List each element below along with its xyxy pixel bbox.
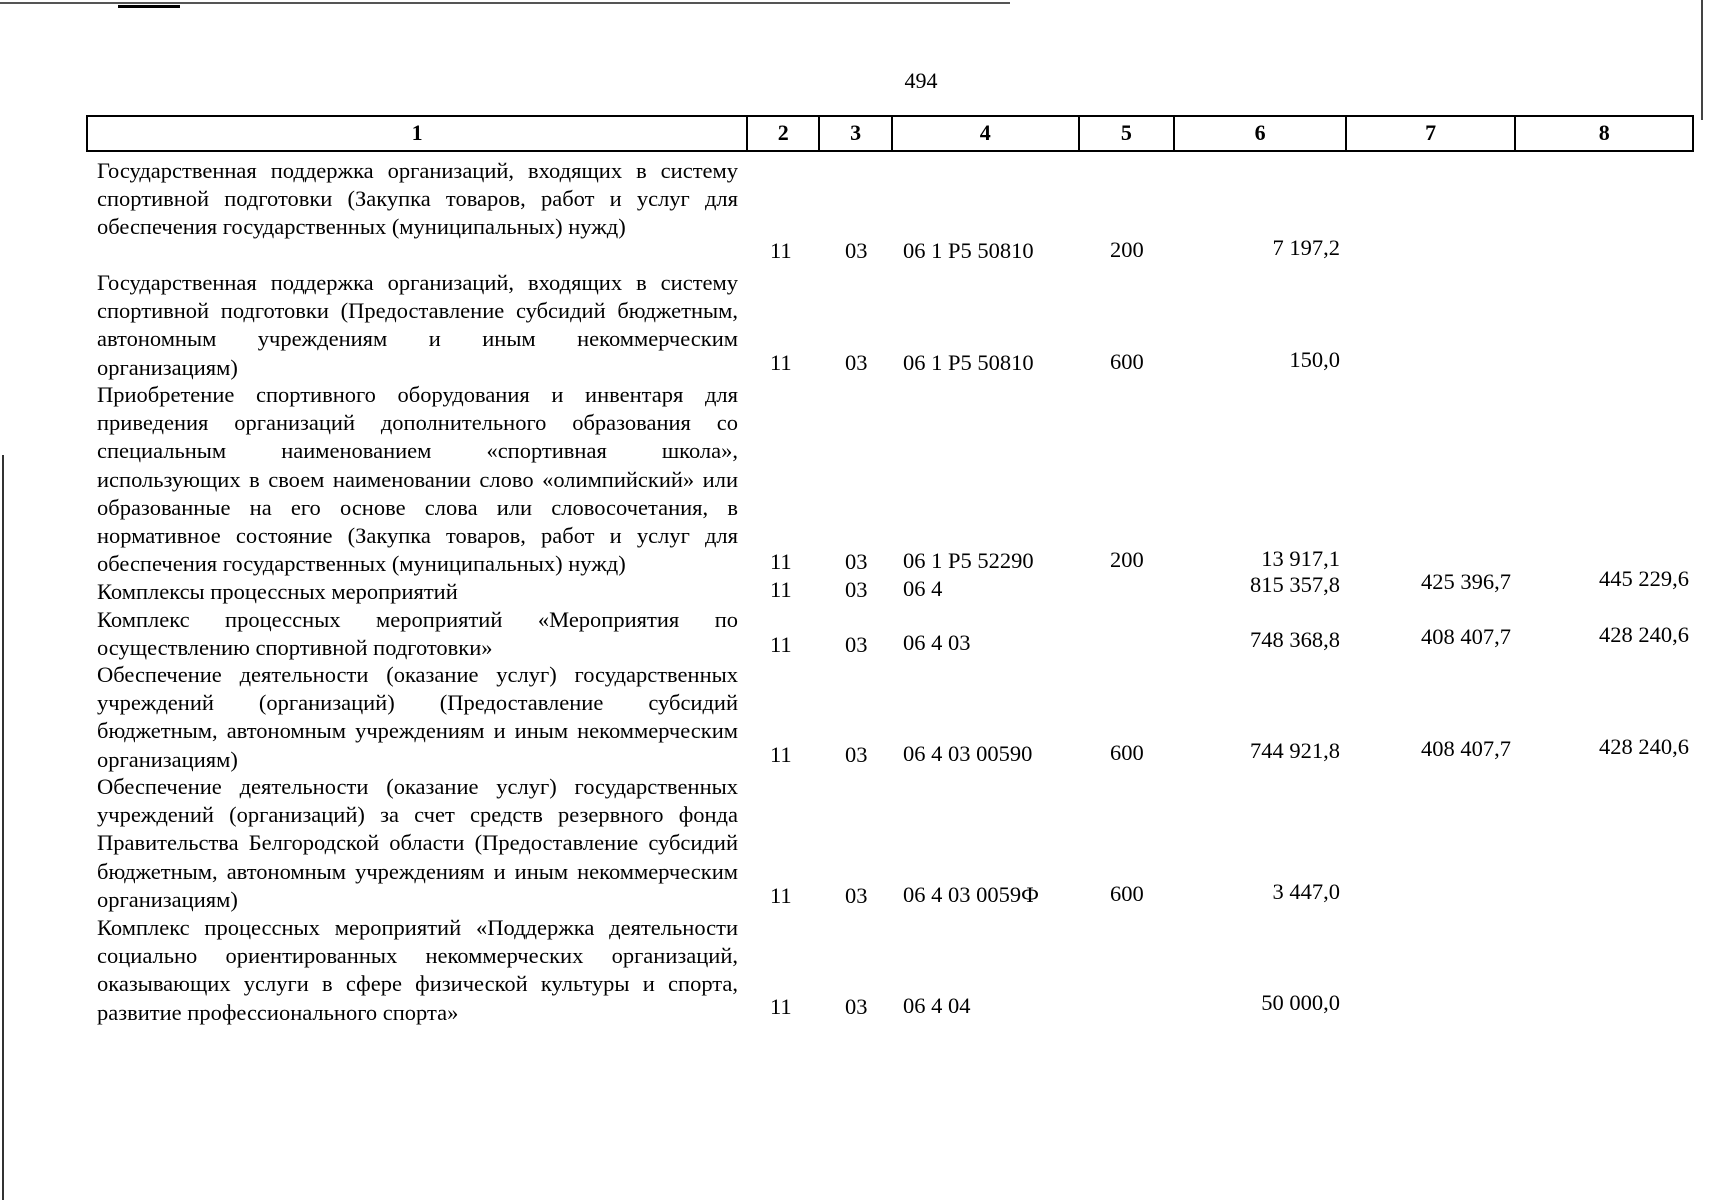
row-description: Обеспечение деятельности (оказание услуг) государственных учреждений (организаций) за счет средств резервного фонда Правительства Белгородской области (Предоставление субсидий бюджетным, автономным учреждениям и иным некоммерческим организациям) <box>97 774 738 912</box>
row-section: 11 <box>770 632 792 657</box>
header-col-5: 5 <box>1080 117 1176 150</box>
row-description: Комплекс процессных мероприятий «Поддержка деятельности социально ориентированных некоммерческих организаций, оказывающих услуги в сфере физической культуры и спорта, развитие профессионального спорта» <box>97 915 738 1025</box>
row-amount-6: 815 357,8 <box>1250 572 1340 597</box>
row-section: 11 <box>770 994 792 1019</box>
row-amount-7: 425 396,7 <box>1421 569 1511 594</box>
row-description: Приобретение спортивного оборудования и инвентаря для приведения организаций дополнительного образования со специальным наименованием «спортивная школа», использующих в своем наименовании слово «олимпийский» или образованные на его основе слова или словосочетания, в нормативное состояние (Закупка товаров, работ и услуг для обеспечения государственных (муниципальных) нужд) <box>97 382 738 577</box>
row-section: 11 <box>770 742 792 767</box>
row-description: Государственная поддержка организаций, входящих в систему спортивной подготовки (Предоставление субсидий бюджетным, автономным учреждениям и иным некоммерческим организациям) <box>97 270 738 380</box>
row-target-code: 06 1 Р5 50810 <box>903 350 1034 375</box>
header-col-4: 4 <box>893 117 1080 150</box>
header-col-1: 1 <box>88 117 748 150</box>
row-expense-type: 600 <box>1110 881 1144 906</box>
row-description: Государственная поддержка организаций, входящих в систему спортивной подготовки (Закупка товаров, работ и услуг для обеспечения государственных (муниципальных) нужд) <box>97 158 738 240</box>
row-amount-6: 7 197,2 <box>1272 235 1340 260</box>
row-expense-type: 600 <box>1110 349 1144 374</box>
row-amount-6: 150,0 <box>1289 347 1340 372</box>
row-amount-6: 744 921,8 <box>1250 738 1340 763</box>
row-amount-8: 428 240,6 <box>1599 734 1689 759</box>
header-col-7: 7 <box>1347 117 1517 150</box>
row-amount-8: 445 229,6 <box>1599 566 1689 591</box>
page-number: 494 <box>904 68 938 93</box>
row-target-code: 06 4 03 <box>903 630 971 655</box>
row-expense-type: 600 <box>1110 740 1144 765</box>
row-subsection: 03 <box>845 632 868 657</box>
row-target-code: 06 1 Р5 50810 <box>903 238 1034 263</box>
row-subsection: 03 <box>845 883 868 908</box>
row-section: 11 <box>770 577 792 602</box>
row-target-code: 06 1 Р5 52290 <box>903 548 1034 573</box>
row-target-code: 06 4 <box>903 576 943 601</box>
row-subsection: 03 <box>845 994 868 1019</box>
header-col-3: 3 <box>820 117 893 150</box>
row-amount-6: 748 368,8 <box>1250 627 1340 652</box>
row-target-code: 06 4 03 00590 <box>903 741 1033 766</box>
row-target-code: 06 4 04 <box>903 993 971 1018</box>
row-amount-6: 13 917,1 <box>1261 546 1340 571</box>
header-col-2: 2 <box>748 117 820 150</box>
row-subsection: 03 <box>845 350 868 375</box>
header-col-6: 6 <box>1175 117 1347 150</box>
row-expense-type: 200 <box>1110 547 1144 572</box>
row-amount-7: 408 407,7 <box>1421 736 1511 761</box>
row-subsection: 03 <box>845 742 868 767</box>
row-subsection: 03 <box>845 238 868 263</box>
row-amount-6: 3 447,0 <box>1272 879 1340 904</box>
row-subsection: 03 <box>845 549 868 574</box>
row-expense-type: 200 <box>1110 237 1144 262</box>
row-amount-8: 428 240,6 <box>1599 622 1689 647</box>
row-section: 11 <box>770 549 792 574</box>
row-section: 11 <box>770 350 792 375</box>
row-description: Комплекс процессных мероприятий «Мероприятия по осуществлению спортивной подготовки» <box>97 607 738 661</box>
row-section: 11 <box>770 238 792 263</box>
row-description: Комплексы процессных мероприятий <box>97 579 458 604</box>
row-target-code: 06 4 03 0059Ф <box>903 882 1039 907</box>
row-subsection: 03 <box>845 577 868 602</box>
header-col-8: 8 <box>1598 120 1610 145</box>
row-amount-6: 50 000,0 <box>1261 990 1340 1015</box>
row-amount-7: 408 407,7 <box>1421 624 1511 649</box>
row-description: Обеспечение деятельности (оказание услуг) государственных учреждений (организаций) (Предоставление субсидий бюджетным, автономным учреждениям и иным некоммерческим организациям) <box>97 662 738 772</box>
row-section: 11 <box>770 883 792 908</box>
